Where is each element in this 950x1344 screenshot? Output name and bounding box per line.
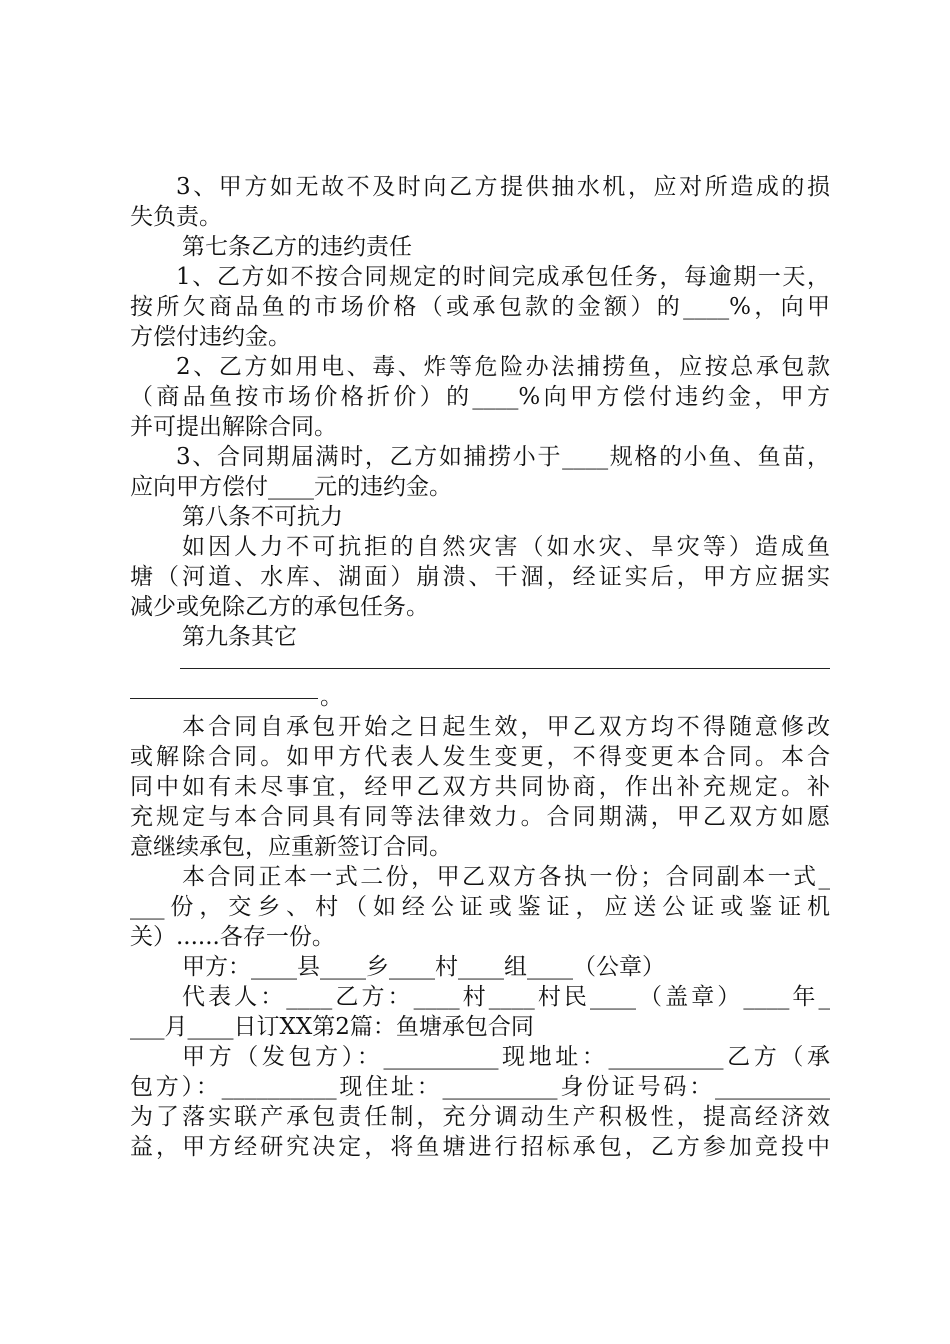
text-line: 并可提出解除合同。: [130, 414, 337, 440]
text-line: 1、乙方如不按合同规定的时间完成承包任务，每逾期一天，: [176, 264, 830, 290]
blank-line-end-row: [130, 682, 830, 712]
contract-text-block-2: [130, 712, 830, 1162]
text-line: 或解除合同。如甲方代表人发生变更，不得变更本合同。本合: [130, 744, 830, 770]
text-line: 甲方：____县____乡____村____组____（公章）: [182, 954, 665, 980]
text-line: 如因人力不可抗拒的自然灾害（如水灾、旱灾等）造成鱼: [182, 534, 830, 560]
text-line: 本合同正本一式二份，甲乙双方各执一份；合同副本一式_: [182, 864, 830, 890]
text-line: 3、甲方如无故不及时向乙方提供抽水机，应对所造成的损: [176, 174, 830, 200]
text-line: 第七条乙方的违约责任: [182, 234, 412, 260]
text-line: 3、合同期届满时，乙方如捕捞小于____规格的小鱼、鱼苗，: [176, 444, 830, 470]
blank-line-row: [130, 652, 830, 682]
text-line: 第九条其它: [182, 624, 297, 650]
text-line: 代表人：____乙方：____村____村民____（盖章）____年_: [182, 984, 830, 1010]
text-line: 为了落实联产承包责任制，充分调动生产积极性，提高经济效: [130, 1104, 830, 1130]
text-line: 方偿付违约金。: [130, 324, 291, 350]
text-line: 减少或免除乙方的承包任务。: [130, 594, 429, 620]
text-line: 充规定与本合同具有同等法律效力。合同期满，甲乙双方如愿: [130, 804, 830, 830]
blank-line-period: 。: [320, 684, 343, 710]
text-line: 意继续承包，应重新签订合同。: [130, 834, 452, 860]
text-line: 同中如有未尽事宜，经甲乙双方共同协商，作出补充规定。补: [130, 774, 830, 800]
blank-underline: [180, 668, 830, 669]
text-line: 益，甲方经研究决定，将鱼塘进行招标承包，乙方参加竞投中: [130, 1134, 830, 1160]
text-line: 包方）：__________现住址：__________身份证号码：__________: [130, 1074, 830, 1100]
text-line: （商品鱼按市场价格折价）的____%向甲方偿付违约金，甲方: [130, 384, 830, 410]
text-line: 失负责。: [130, 204, 222, 230]
text-line: ___份，交乡、村（如经公证或鉴证，应送公证或鉴证机: [130, 894, 830, 920]
contract-text-block-1: [130, 172, 830, 652]
text-line: 2、乙方如用电、毒、炸等危险办法捕捞鱼，应按总承包款: [176, 354, 830, 380]
blank-underline-short: [130, 698, 318, 699]
contract-page: [130, 172, 830, 1162]
text-line: 甲方（发包方）：__________现地址：__________乙方（承: [182, 1044, 830, 1070]
text-line: 塘（河道、水库、湖面）崩溃、干涸，经证实后，甲方应据实: [130, 564, 830, 590]
text-line: 按所欠商品鱼的市场价格（或承包款的金额）的____%，向甲: [130, 294, 830, 320]
text-line: 本合同自承包开始之日起生效，甲乙双方均不得随意修改: [182, 714, 830, 740]
text-line: ___月____日订XX第2篇：鱼塘承包合同: [130, 1014, 534, 1040]
text-line: 第八条不可抗力: [182, 504, 343, 530]
text-line: 应向甲方偿付____元的违约金。: [130, 474, 452, 500]
text-line: 关）......各存一份。: [130, 924, 335, 950]
